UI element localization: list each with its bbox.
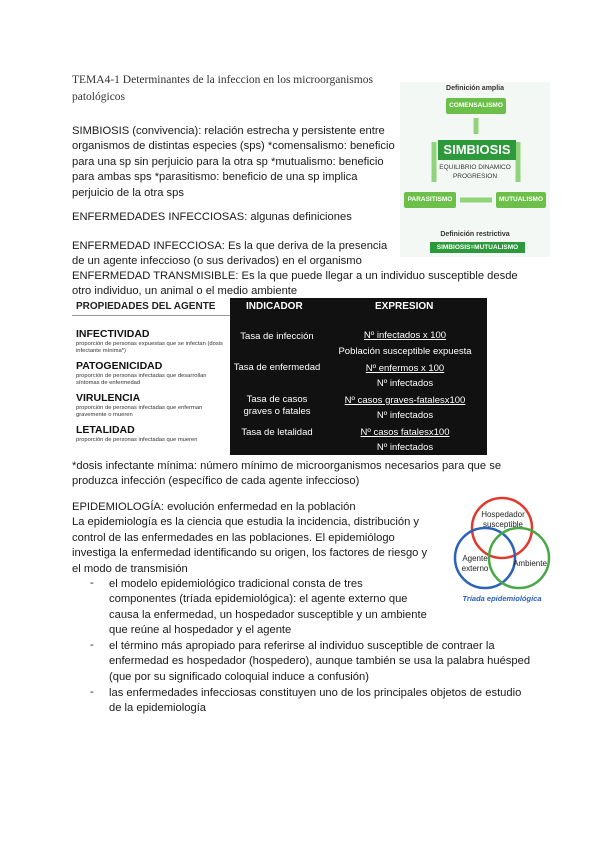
- text-line: ENFERMEDAD INFECCIOSA: Es la que deriva de la presencia: [72, 240, 388, 252]
- enfermedad-infecciosa-def: [72, 239, 402, 270]
- list-item: [109, 577, 449, 639]
- dosis-note: [72, 459, 542, 490]
- row-name-infectividad: INFECTIVIDAD: [76, 328, 150, 340]
- row-desc: proporción de personas infectadas que enferman gravemente o mueren: [76, 405, 203, 418]
- enfermedad-transmisible-def: [72, 269, 542, 300]
- row-name-letalidad: LETALIDAD: [76, 424, 135, 436]
- progresion-label: PROGRESION: [452, 173, 498, 180]
- row-desc: proporción de personas expuestas que se infectan (dosis infectante mínima*): [76, 341, 223, 354]
- mutualismo-box: MUTUALISMO: [496, 192, 546, 208]
- text-line: las enfermedades infecciosas constituyen uno de los principales objetos de estudio: [109, 687, 522, 699]
- simbiosis-title: SIMBIOSIS: [438, 140, 516, 160]
- text-line: de la epidemiología: [109, 702, 207, 715]
- text-line: investiga la enfermedad identificando su origen, los factores de riesgo y: [72, 547, 428, 560]
- diagram-top-label: Definición amplia: [446, 85, 504, 92]
- text-line: componentes (tríada epidemiológica): el agente externo que: [109, 593, 408, 606]
- list-item: [109, 686, 549, 717]
- expression-numerator: Nº casos fatalesx100: [360, 427, 450, 438]
- propiedades-table: [72, 298, 487, 455]
- bullet-dash: -: [90, 639, 94, 651]
- epidemiologia-section: [72, 500, 447, 577]
- indicator-cell: Tasa de casos graves o fatales: [243, 394, 311, 417]
- parasitismo-box: PARASITISMO: [404, 192, 456, 208]
- text-line: EPIDEMIOLOGÍA: evolución enfermedad en la población: [72, 501, 356, 513]
- list-item: [109, 639, 549, 685]
- indicator-cell: Tasa de infección: [240, 331, 314, 342]
- text-line: La epidemiología es la ciencia que estudia la incidencia, distribución y: [72, 516, 420, 529]
- indicator-cell: Tasa de letalidad: [241, 427, 313, 438]
- row-desc: proporción de personas infectadas que mueren: [76, 437, 198, 443]
- expression-numerator: Nº infectados x 100: [363, 330, 447, 341]
- text-line: causa la enfermedad, un hospedador susceptible y un ambiente: [109, 608, 427, 621]
- simbiosis-diagram: [400, 82, 550, 257]
- text-line: de un agente infeccioso (o sus derivados) en el organismo: [72, 255, 362, 268]
- equilibrio-label: EQUILIBRIO DINAMICO: [439, 164, 511, 171]
- simbiosis-paragraph: [72, 124, 402, 201]
- expression-denominator: Nº infectados: [376, 378, 434, 389]
- row-desc: proporción de personas infectadas que desarrollan síntomas de enfermedad: [76, 373, 207, 386]
- text-line: control de las enfermedades en las poblaciones. El epidemiólogo: [72, 531, 395, 544]
- comensalismo-box: COMENSALISMO: [446, 98, 506, 114]
- text-line: SIMBIOSIS (convivencia): relación estrecha y persistente entre: [72, 125, 385, 137]
- text-line: el modelo epidemiológico tradicional consta de tres: [109, 578, 363, 590]
- indicator-cell: Tasa de enfermedad: [233, 362, 321, 373]
- expression-numerator: Nº casos graves-fatalesx100: [344, 395, 466, 406]
- venn-hospedador: Hospedador susceptible: [481, 510, 525, 529]
- expression-denominator: Nº infectados: [376, 410, 434, 421]
- text-line: para ambas sps *parasitismo: beneficio de una sp implica: [72, 171, 358, 184]
- text-line: (que por su significado coloquial induce a confusión): [109, 670, 369, 683]
- text-line: que reúne al hospedador y el agente: [109, 624, 292, 637]
- row-name-patogenicidad: PATOGENICIDAD: [76, 360, 163, 372]
- text-line: el modo de transmisión: [72, 562, 188, 575]
- text-line: produzca infección (específico de cada agente infeccioso): [72, 475, 360, 488]
- venn-ambiente: Ambiente: [513, 559, 547, 568]
- table-right-panel: [230, 298, 487, 455]
- text-line: ENFERMEDAD TRANSMISIBLE: Es la que puede llegar a un individuo susceptible desde: [72, 270, 518, 282]
- enfermedades-heading: ENFERMEDADES INFECCIOSAS: algunas definiciones: [72, 211, 352, 223]
- row-name-virulencia: VIRULENCIA: [76, 392, 141, 404]
- bullet-dash: -: [90, 577, 94, 589]
- expression-denominator: Población susceptible expuesta: [338, 346, 472, 357]
- text-line: el término más apropiado para referirse al individuo susceptible de contraer la: [109, 640, 495, 652]
- page-title: TEMA4-1 Determinantes de la infeccion en los microorganismos patológicos: [72, 74, 373, 103]
- text-line: *dosis infectante mínima: número mínimo de microorganismos necesarios para que se: [72, 460, 502, 472]
- venn-circles: [452, 488, 552, 606]
- text-line: perjuicio de la otra sps: [72, 186, 184, 199]
- text-line: para una sp sin perjuicio para la otra sp *mutualismo: beneficio: [72, 155, 384, 168]
- table-left-panel: [72, 298, 230, 455]
- header-indicador: INDICADOR: [246, 301, 303, 312]
- expression-numerator: Nº enfermos x 100: [365, 363, 445, 374]
- simbiosis-mutualismo-bar: SIMBIOSIS=MUTUALISMO: [430, 242, 525, 253]
- text-line: otro individuo, un animal o el medio ambiente: [72, 285, 298, 298]
- triada-venn-diagram: [452, 488, 552, 606]
- expression-denominator: Nº infectados: [376, 442, 434, 453]
- header-expresion: EXPRESION: [375, 301, 434, 312]
- bullet-dash: -: [90, 686, 94, 698]
- text-line: enfermedad es hospedador (hospedero), aunque también se usa la palabra huésped: [109, 655, 531, 668]
- header-propiedades: PROPIEDADES DEL AGENTE: [76, 301, 216, 312]
- venn-caption: Tríada epidemiológica: [462, 594, 542, 603]
- venn-agente: Agente externo: [461, 554, 489, 573]
- text-line: organismos de distintas especies (sps) *comensalismo: beneficio: [72, 140, 395, 153]
- diagram-bottom-label: Definición restrictiva: [440, 231, 510, 238]
